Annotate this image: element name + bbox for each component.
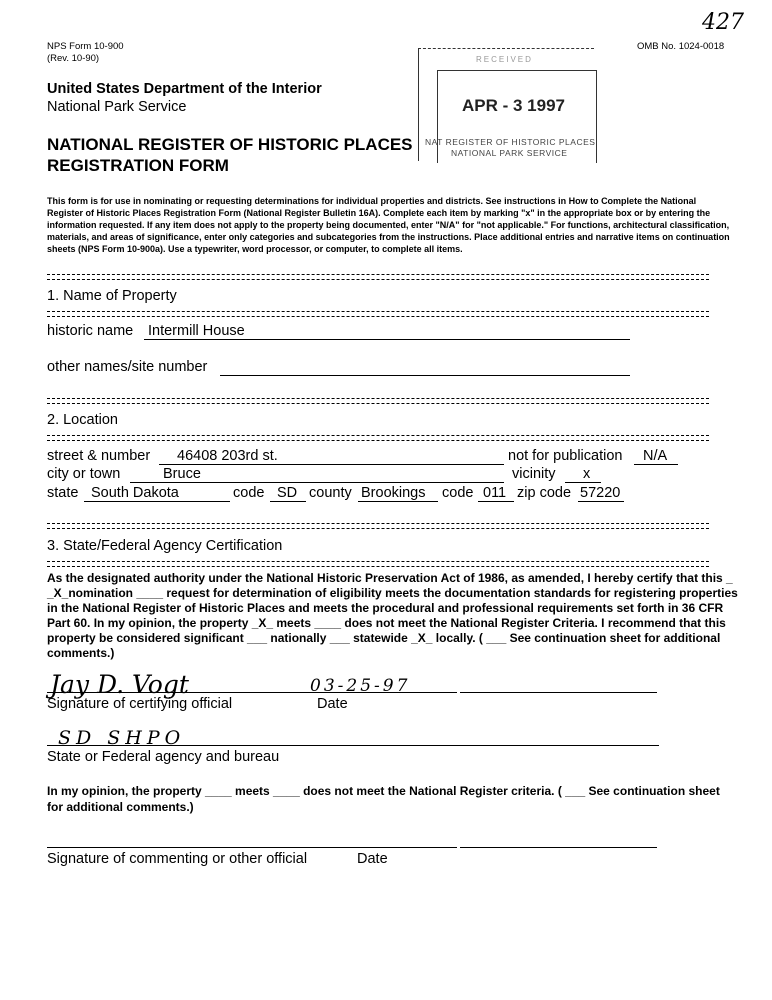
signature-date-label: Date (317, 696, 348, 712)
instructions-line: Register of Historic Places Registration Form (National Register Bulletin 16A). Complete each item by marking "x" in the appropriate box or by entering the (47, 208, 711, 218)
state-code-label: code (233, 485, 265, 501)
agency-value: SD SHPO (58, 727, 186, 749)
zip-field[interactable] (578, 501, 624, 502)
page-number: 427 (702, 10, 744, 35)
vicinity-value: x (583, 466, 591, 482)
city-value: Bruce (163, 466, 201, 482)
form-title: NATIONAL REGISTER OF HISTORIC PLACES (47, 135, 413, 154)
state-code-field[interactable] (270, 501, 306, 502)
state-label: state (47, 485, 79, 501)
historic-name-value: Intermill House (148, 323, 245, 339)
street-field[interactable] (159, 464, 504, 465)
agency-field[interactable] (47, 745, 659, 746)
vicinity-field[interactable] (565, 482, 601, 483)
instructions-line: This form is for use in nominating or requesting determinations for individual properties and districts. See instructions in How to Complete the National (47, 196, 697, 206)
certification-line: comments.) (47, 646, 115, 660)
certification-line: property be considered significant ___ nationally ___ statewide _X_ locally. ( ___ See continuation sheet for additional (47, 631, 721, 645)
section-divider (47, 274, 709, 280)
section-divider (47, 523, 709, 529)
service-name: National Park Service (47, 99, 187, 115)
state-field[interactable] (84, 501, 230, 502)
certification-line: As the designated authority under the National Historic Preservation Act of 1986, as amended, I hereby certify that this _ (47, 571, 733, 585)
zip-label: zip code (517, 485, 572, 501)
stamp-service: NATIONAL PARK SERVICE (451, 148, 568, 158)
stamp-received: RECEIVED (476, 55, 533, 64)
not-for-publication-value: N/A (643, 448, 668, 464)
county-field[interactable] (358, 501, 438, 502)
instructions-line: sheets (NPS Form 10-900a). Use a typewriter, word processor, or computer, to complete all items. (47, 244, 463, 254)
county-code-value: 011 (483, 485, 507, 501)
section1-heading: 1. Name of Property (47, 288, 177, 304)
stamp-register: NAT REGISTER OF HISTORIC PLACES (425, 137, 596, 147)
signature-extra-field[interactable] (460, 692, 657, 693)
signature-label: Signature of certifying official (47, 696, 233, 712)
stamp-date: APR - 3 1997 (462, 96, 565, 115)
historic-name-label: historic name (47, 323, 134, 339)
city-label: city or town (47, 466, 121, 482)
other-names-label: other names/site number (47, 359, 208, 375)
form-revision: (Rev. 10-90) (47, 53, 100, 64)
street-label: street & number (47, 448, 151, 464)
county-value: Brookings (361, 485, 426, 501)
form-subtitle: REGISTRATION FORM (47, 156, 229, 175)
certification-line: in the National Register of Historic Places and meets the procedural and professional requirements set forth in 36 CFR (47, 601, 724, 615)
section-divider (47, 311, 709, 317)
commenting-date-label: Date (357, 851, 388, 867)
city-field[interactable] (130, 482, 504, 483)
vicinity-label: vicinity (512, 466, 556, 482)
state-value: South Dakota (91, 485, 179, 501)
county-code-label: code (442, 485, 474, 501)
commenting-extra-field[interactable] (460, 847, 657, 848)
zip-value: 57220 (580, 485, 621, 501)
section3-heading: 3. State/Federal Agency Certification (47, 538, 283, 554)
county-label: county (309, 485, 352, 501)
opinion-line: for additional comments.) (47, 800, 194, 814)
section-divider (47, 398, 709, 404)
certification-line: Part 60. In my opinion, the property _X_ meets ____ does not meet the National Register Criteria. I recommend that this (47, 616, 726, 630)
certification-line: _X_nomination ____ request for determination of eligibility meets the documentation standards for registering properties (47, 586, 738, 600)
county-code-field[interactable] (478, 501, 514, 502)
department-name: United States Department of the Interior (47, 81, 322, 97)
agency-label: State or Federal agency and bureau (47, 749, 280, 765)
instructions-line: information requested. If any item does not apply to the property being documented, enter "N/A" for "not applicable." For functions, architectural classification, (47, 220, 730, 230)
section-divider (47, 435, 709, 441)
opinion-line: In my opinion, the property ____ meets ____ does not meet the National Register criteria. ( ___ See continuation sheet (47, 784, 720, 798)
omb-number: OMB No. 1024-0018 (637, 41, 725, 52)
section-divider (47, 561, 709, 567)
other-names-field[interactable] (220, 375, 630, 376)
historic-name-field[interactable] (144, 339, 630, 340)
form-number: NPS Form 10-900 (47, 41, 124, 52)
commenting-signature-label: Signature of commenting or other official (47, 851, 308, 867)
not-for-publication-label: not for publication (508, 448, 623, 464)
not-for-publication-field[interactable] (634, 464, 678, 465)
commenting-signature-field[interactable] (47, 847, 457, 848)
certifying-signature: Jay D. Vogt (50, 670, 189, 699)
signature-field[interactable] (47, 692, 457, 693)
signature-date-value: 03-25-97 (310, 676, 411, 696)
section2-heading: 2. Location (47, 412, 118, 428)
state-code-value: SD (277, 485, 298, 501)
street-value: 46408 203rd st. (177, 448, 278, 464)
instructions-line: materials, and areas of significance, enter only categories and subcategories from the instructions. Place additional entries and narrative items on continuation (47, 232, 730, 242)
